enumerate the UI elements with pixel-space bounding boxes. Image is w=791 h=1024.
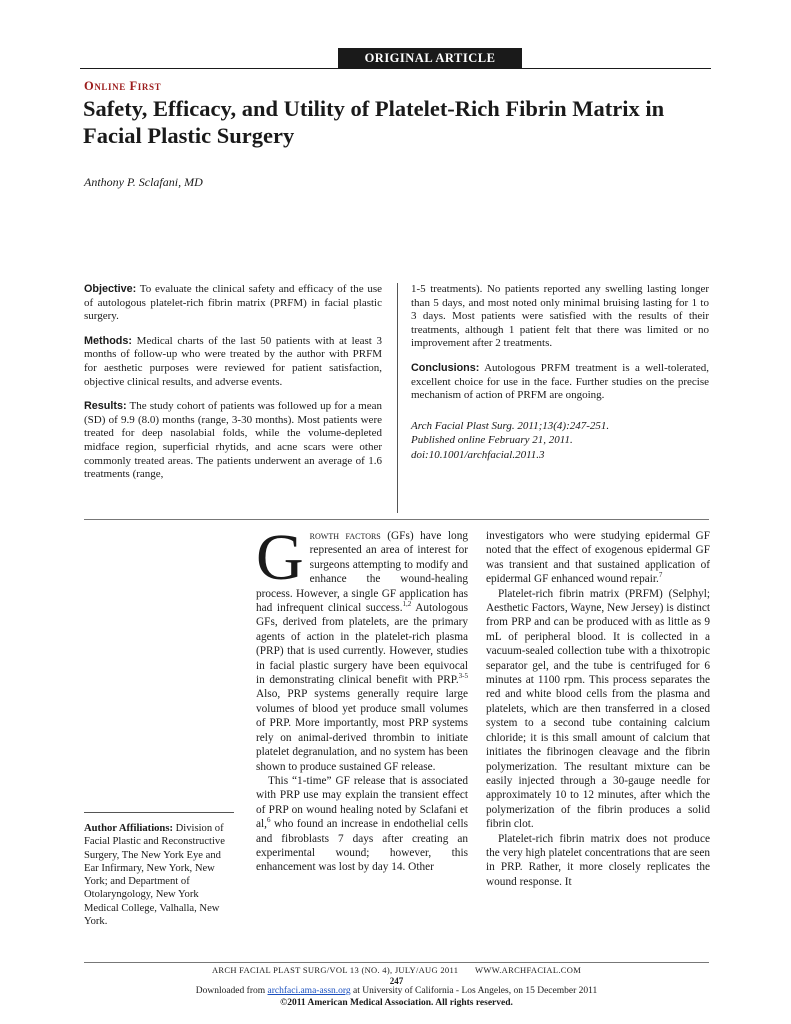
online-first-label: Online First — [84, 79, 162, 93]
footer-rule — [84, 962, 709, 963]
methods-text: Medical charts of the last 50 patients with at least 3 months of follow-up who were treated by the author with PRFM for aesthetic purposes were reviewed for patient satisfaction, objective clinical results, and adverse events. — [84, 334, 382, 388]
author-affiliations — [84, 822, 234, 928]
body-text: investigators who were studying epidermal GF noted that the effect of exogenous epidermal GF was transient and that sustained application of epidermal GF enhanced wound repair. — [486, 530, 710, 586]
body-paragraph-4: Platelet-rich fibrin matrix (PRFM) (Selphyl; Aesthetic Factors, Wayne, New Jersey) is distinct from PRP and can be produced with as little as 9 mL of peripheral blood. It is collected in a vacuum-sealed collection tube with a thixotropic separator gel, and the tube is centrifuged for 6 minutes at 1100 rpm. This process separates the red and white blood cells from the plasma and platelets, which are then transferred in a closed system to a second tube containing calcium chloride; it is this small amount of calcium that initiates the fibrinogen cleavage and the fibrin polymerization. The resultant mixture can be easily injected through a 30-gauge needle for approximately 10 to 12 minutes, after which the polymerization of the fibrin produces a solid fibrin clot. — [486, 587, 710, 831]
drop-cap: G — [256, 521, 304, 594]
results-label: Results: — [84, 400, 127, 413]
body-paragraph-2 — [256, 774, 468, 875]
body-text: (GFs) have long represented an area of interest for surgeons attempting to modify and enhance the wound-healing process. However, a single GF application has had infrequent clinical success. — [256, 530, 468, 615]
abstract-left-column — [84, 283, 382, 493]
body-paragraph-1 — [256, 521, 468, 774]
abstract-right-column — [411, 283, 709, 462]
objective-label: Objective: — [84, 283, 137, 295]
citation-block — [411, 419, 709, 462]
section-label: ORIGINAL ARTICLE — [338, 48, 522, 68]
citation-doi[interactable]: doi:10.1001/archfacial.2011.3 — [411, 448, 545, 461]
body-text: who found an increase in endothelial cells and fibroblasts 7 days after creating an experimental wound; however, this enhancement was lost by day 14. Other — [256, 818, 468, 874]
objective-text: To evaluate the clinical safety and efficacy of the use of autologous platelet-rich fibrin matrix (PRFM) in facial plastic surgery. — [84, 283, 382, 323]
abstract-results — [84, 400, 382, 482]
conclusions-text: Autologous PRFM treatment is a well-tolerated, excellent choice for use in the face. Further studies on the precise mechanism of action of PRFM are ongoing. — [411, 361, 709, 402]
abstract-column-divider — [397, 283, 398, 513]
journal-footer: ARCH FACIAL PLAST SURG/VOL 13 (NO. 4), JULY/AUG 2011 WWW.ARCHFACIAL.COM — [211, 965, 582, 975]
header-rule — [80, 68, 711, 69]
lead-in-text: rowth factors — [309, 530, 381, 542]
abstract-results-continued: 1-5 treatments). No patients reported any swelling lasting longer than 5 days, and most noted only minimal bruising lasting for 1 to 3 days. Most patients were satisfied with the results of their treatments, although 1 patient felt that there was limited or no improvement after 2 treatments. — [411, 283, 709, 350]
conclusions-label: Conclusions: — [411, 361, 480, 374]
body-text: Also, PRP systems generally require large volumes of blood yet produce small volumes of PRP. More importantly, most PRP systems rely on animal-derived thrombin to initiate platelet degranulation, and no system has been shown to produce sustained GF release. — [256, 688, 468, 773]
download-notice — [84, 986, 709, 996]
abstract-bottom-rule — [84, 519, 709, 520]
author-name: Anthony P. Sclafani, MD — [84, 175, 203, 189]
reference-marker[interactable]: 1,2 — [402, 600, 412, 609]
abstract-objective — [84, 283, 382, 324]
citation-journal: Arch Facial Plast Surg. 2011;13(4):247-251. — [411, 419, 610, 432]
abstract-conclusions — [411, 362, 709, 403]
page-number: 247 — [389, 976, 404, 986]
download-prefix: Downloaded from — [195, 986, 268, 996]
copyright-notice: ©2011 American Medical Association. All rights reserved. — [280, 998, 513, 1008]
body-text: This “1-time” GF release that is associated with PRP use may explain the transient effect of PRP on wound healing noted by Sclafani et al, — [256, 774, 468, 831]
body-paragraph-3 — [486, 529, 710, 587]
download-source-link[interactable]: archfaci.ama-assn.org — [267, 986, 351, 996]
reference-marker[interactable]: 7 — [658, 571, 663, 580]
body-column-2 — [486, 529, 710, 889]
affiliations-rule — [84, 812, 234, 813]
affiliations-label: Author Affiliations: — [84, 823, 173, 834]
citation-published: Published online February 21, 2011. — [411, 434, 573, 447]
affiliations-text: Division of Facial Plastic and Reconstructive Surgery, The New York Eye and Ear Infirmary, New York, New York; and Department of Otolaryngology, New York Medical College, Valhalla, New York. — [84, 823, 225, 928]
results-text: The study cohort of patients was followed up for a mean (SD) of 9.9 (8.0) months (range, 3-30 months). Most patients were treated for deep nasolabial folds, while the volume-depleted midface region, superficial rhytids, and acne scars were other commonly treated areas. The patients underwent an average of 1.6 treatments (range, — [84, 400, 382, 481]
body-text: Autologous GFs, derived from platelets, are the primary agents of action in the platelet-rich plasma (PRP) that is used currently. However, studies in facial plastic surgery have been equivocal in demonstrating clinical benefit with PRP. — [256, 602, 468, 687]
download-suffix: at University of California - Los Angeles, on 15 December 2011 — [350, 986, 598, 996]
article-title: Safety, Efficacy, and Utility of Platelet-Rich Fibrin Matrix in Facial Plastic Surgery — [83, 96, 665, 148]
body-paragraph-5: Platelet-rich fibrin matrix does not produce the very high platelet concentrations that are seen in PRP. Rather, it more closely replicates the wound response. It — [486, 832, 710, 888]
methods-label: Methods: — [84, 334, 132, 347]
abstract-methods — [84, 335, 382, 389]
reference-marker[interactable]: 3-5 — [458, 672, 468, 681]
body-column-1 — [256, 521, 468, 875]
reference-marker[interactable]: 6 — [266, 816, 271, 825]
